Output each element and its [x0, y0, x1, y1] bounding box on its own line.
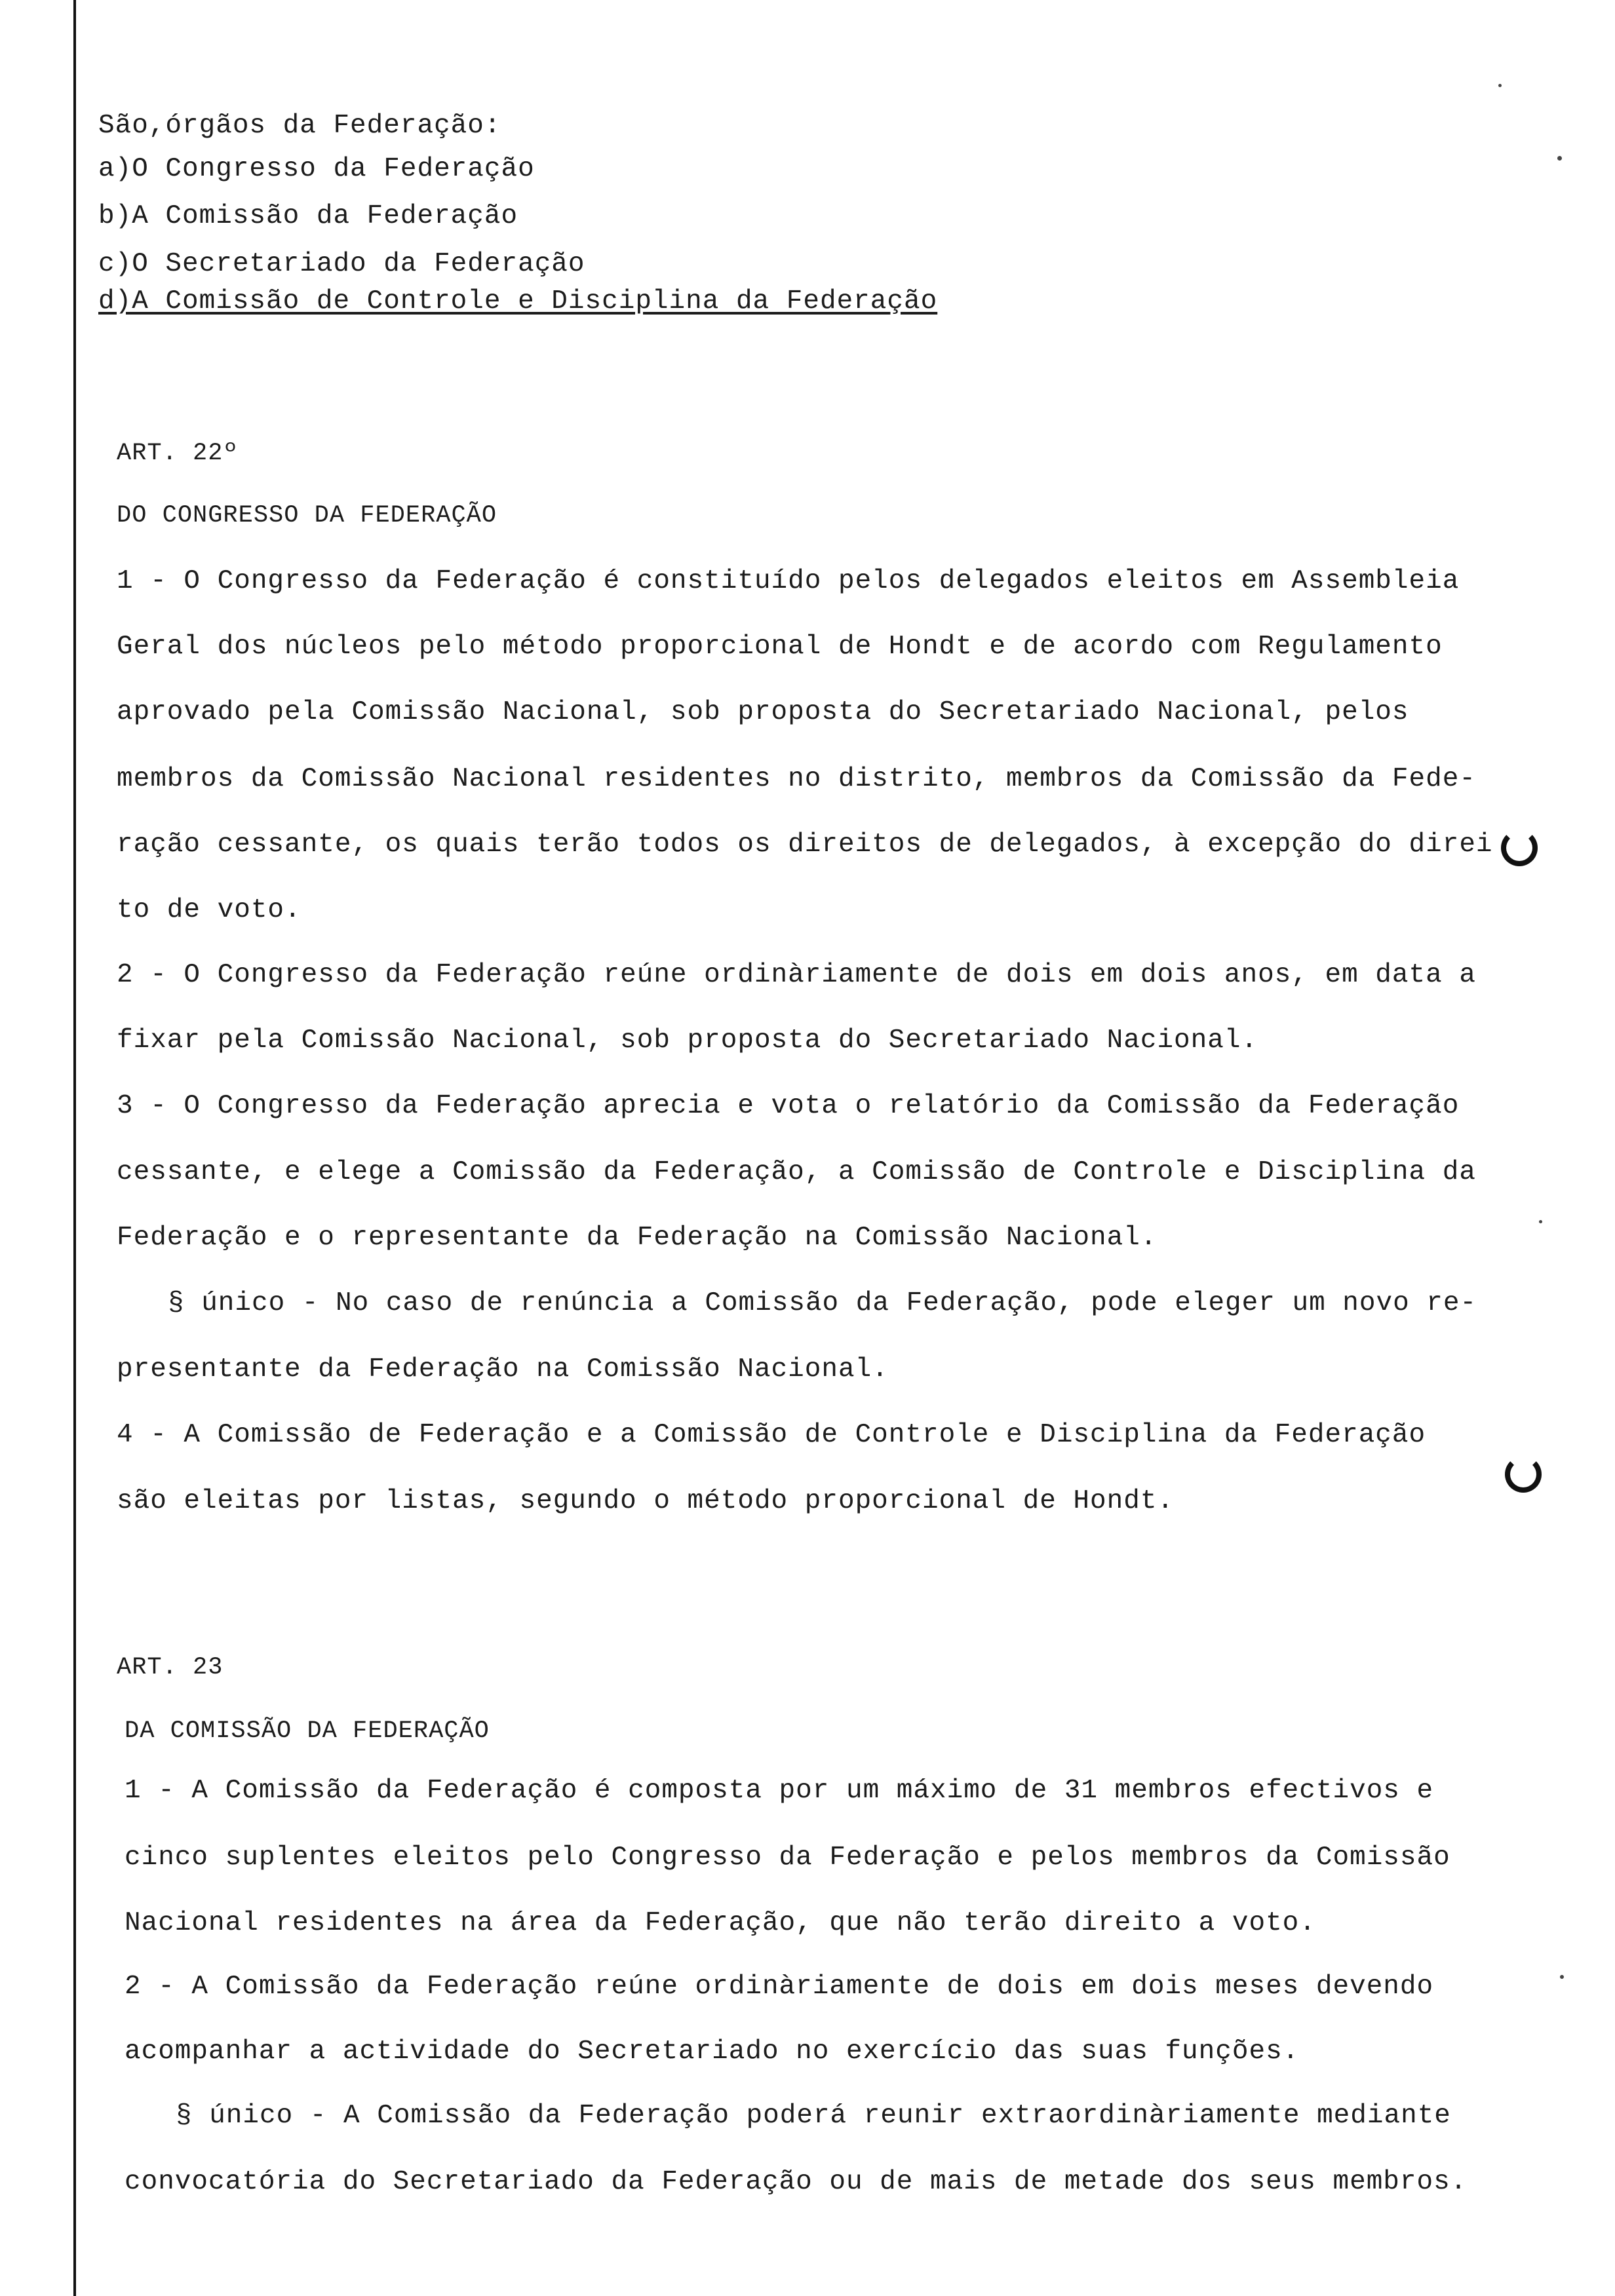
art23-number: ART. 23 [117, 1654, 224, 1681]
orgaos-item-a: a)O Congresso da Federação [98, 154, 535, 184]
left-margin-line [73, 0, 76, 2296]
art23-heading: DA COMISSÃO DA FEDERAÇÃO [125, 1717, 490, 1745]
art22-number: ART. 22º [117, 440, 239, 467]
art22-line: 2 - O Congresso da Federação reúne ordinàriamente de dois em dois anos, em data a [117, 960, 1476, 990]
orgaos-item-c: c)O Secretariado da Federação [98, 249, 585, 279]
art22-line: são eleitas por listas, segundo o método proporcional de Hondt. [117, 1486, 1175, 1516]
art23-line: acompanhar a actividade do Secretariado no exercício das suas funções. [125, 2037, 1300, 2067]
orgaos-intro: São,órgãos da Federação: [98, 111, 501, 141]
art22-line: aprovado pela Comissão Nacional, sob proposta do Secretariado Nacional, pelos [117, 697, 1409, 727]
scan-speck [1557, 156, 1562, 161]
art22-line: to de voto. [117, 895, 302, 925]
art23-paragraph-unico: § único - A Comissão da Federação poderá reunir extraordinàriamente mediante [176, 2101, 1451, 2131]
punch-mark [1505, 1456, 1542, 1493]
scan-speck [1498, 84, 1502, 87]
art22-line: 4 - A Comissão de Federação e a Comissão de Controle e Disciplina da Federação [117, 1420, 1426, 1450]
orgaos-item-d: d)A Comissão de Controle e Disciplina da Federação [98, 286, 938, 316]
scan-speck [1560, 1975, 1564, 1979]
art23-line: cinco suplentes eleitos pelo Congresso da Federação e pelos membros da Comissão [125, 1843, 1450, 1873]
art22-line: membros da Comissão Nacional residentes no distrito, membros da Comissão da Fede- [117, 764, 1476, 794]
orgaos-item-b: b)A Comissão da Federação [98, 201, 518, 231]
punch-mark [1501, 830, 1538, 866]
scan-speck [1539, 1220, 1542, 1223]
art22-line: 3 - O Congresso da Federação aprecia e vota o relatório da Comissão da Federação [117, 1091, 1460, 1121]
art22-line: Federação e o representante da Federação na Comissão Nacional. [117, 1223, 1158, 1253]
art22-line: presentante da Federação na Comissão Nacional. [117, 1354, 889, 1385]
art22-line: Geral dos núcleos pelo método proporcional de Hondt e de acordo com Regulamento [117, 632, 1443, 662]
art23-line: 2 - A Comissão da Federação reúne ordinàriamente de dois em dois meses devendo [125, 1972, 1434, 2002]
art22-heading: DO CONGRESSO DA FEDERAÇÃO [117, 502, 497, 529]
art22-line: 1 - O Congresso da Federação é constituído pelos delegados eleitos em Assembleia [117, 566, 1460, 596]
art22-line: fixar pela Comissão Nacional, sob proposta do Secretariado Nacional. [117, 1025, 1258, 1056]
art23-line: Nacional residentes na área da Federação, que não terão direito a voto. [125, 1908, 1316, 1938]
art22-paragraph-unico: § único - No caso de renúncia a Comissão da Federação, pode eleger um novo re- [168, 1288, 1477, 1318]
art22-line: ração cessante, os quais terão todos os direitos de delegados, à excepção do direi [117, 830, 1493, 860]
art23-line: 1 - A Comissão da Federação é composta por um máximo de 31 membros efectivos e [125, 1776, 1434, 1806]
art22-line: cessante, e elege a Comissão da Federação, a Comissão de Controle e Disciplina da [117, 1157, 1476, 1187]
art23-line: convocatória do Secretariado da Federação ou de mais de metade dos seus membros. [125, 2167, 1468, 2197]
